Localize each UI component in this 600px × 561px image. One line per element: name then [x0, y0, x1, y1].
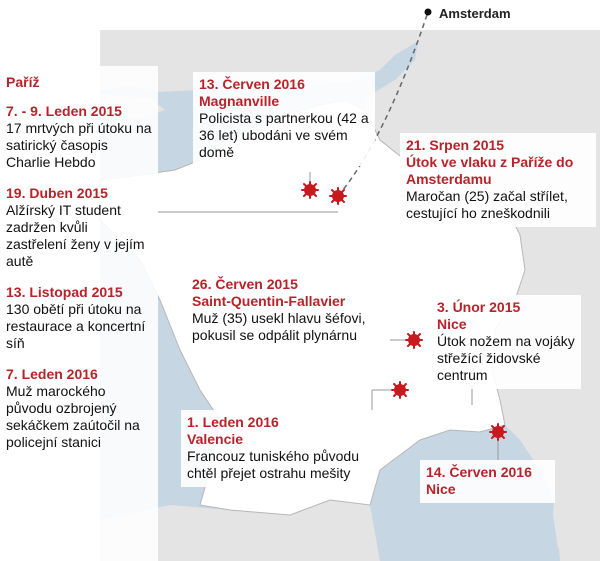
event-desc: Útok nožem na vojáky střežící židovské centrum	[437, 333, 575, 383]
event-saint-quentin	[186, 272, 390, 349]
event-train	[400, 133, 596, 227]
event-place: Saint-Quentin-Fallavier	[192, 293, 346, 309]
event-place: Nice	[426, 481, 456, 497]
entry-date: 13. Listopad 2015	[6, 284, 123, 300]
entry-date: 7. - 9. Leden 2015	[6, 103, 122, 119]
marker-paris	[330, 188, 346, 204]
marker-nice	[490, 424, 506, 440]
event-desc: Policista s partnerkou (42 a 36 let) ubodáni ve svém domě	[199, 110, 369, 160]
event-place: Útok ve vlaku z Paříže do Amsterdamu	[406, 154, 574, 187]
event-date: 14. Červen 2016	[426, 464, 532, 480]
entry-desc: Alžírský IT student zadržen kvůli zastřelení ženy v jejím autě	[6, 202, 145, 269]
event-date: 13. Červen 2016	[199, 76, 305, 92]
event-place: Nice	[437, 316, 467, 332]
marker-saint-quentin	[406, 332, 422, 348]
entry-desc: 130 obětí při útoku na restaurace a koncertní síň	[6, 301, 146, 351]
sidebar-entry	[6, 185, 152, 270]
marker-magnanville	[302, 182, 318, 198]
entry-desc: 17 mrtvých při útoku na satirický časopis Charlie Hebdo	[6, 120, 152, 170]
sidebar-city: Paříž	[6, 74, 40, 90]
event-date: 3. Únor 2015	[437, 299, 521, 315]
sidebar-entry	[6, 103, 152, 171]
amsterdam-dot	[425, 9, 432, 16]
event-nice-july	[420, 460, 555, 503]
event-desc: Francouz tuniského původu chtěl přejet ostrahu mešity	[187, 448, 359, 481]
sidebar-entry	[6, 366, 152, 451]
amsterdam-label: Amsterdam	[439, 6, 511, 21]
event-date: 26. Červen 2015	[192, 276, 298, 292]
entry-date: 7. Leden 2016	[6, 366, 98, 382]
event-place: Valencie	[187, 431, 244, 447]
event-magnanville	[193, 72, 375, 166]
event-desc: Maročan (25) začal střílet, cestující ho zneškodnili	[406, 188, 568, 221]
event-valence	[181, 410, 371, 487]
event-place: Magnanville	[199, 93, 280, 109]
paris-sidebar	[0, 66, 158, 561]
entry-desc: Muž marockého původu ozbrojený sekáčkem zaútočil na policejní stanici	[6, 383, 140, 450]
sidebar-entry	[6, 284, 152, 352]
marker-valence	[392, 382, 408, 398]
event-desc: Muž (35) usekl hlavu šéfovi, pokusil se odpálit plynárnu	[192, 310, 366, 343]
event-date: 21. Srpen 2015	[406, 137, 505, 153]
entry-date: 19. Duben 2015	[6, 185, 108, 201]
event-nice-february	[431, 295, 581, 389]
event-date: 1. Leden 2016	[187, 414, 279, 430]
